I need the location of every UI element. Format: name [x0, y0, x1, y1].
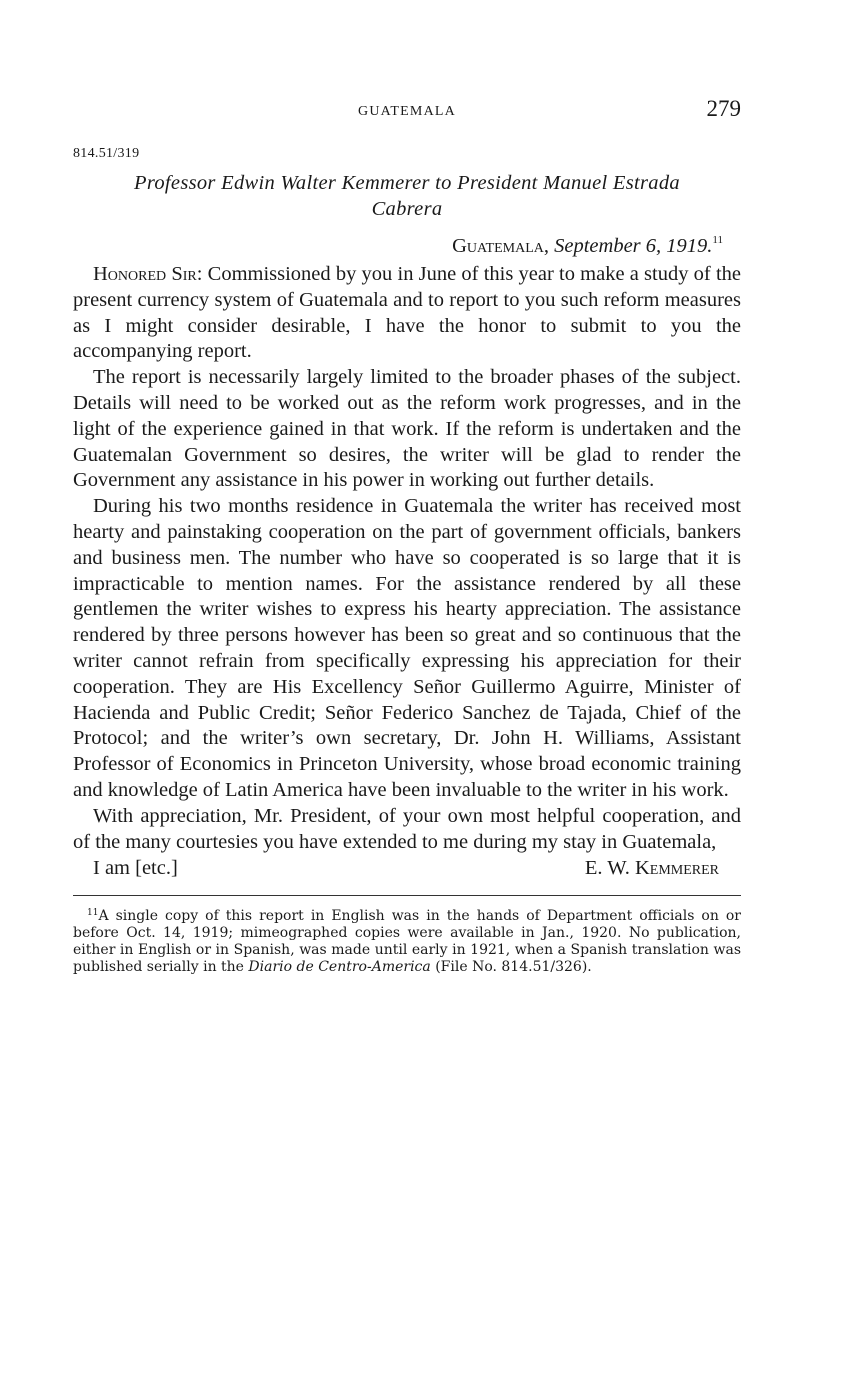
- footnote-rule: [73, 895, 741, 896]
- footnote-ref: 11: [87, 908, 99, 919]
- file-number: 814.51/319: [73, 146, 140, 161]
- closing: I am [etc.]: [93, 857, 178, 880]
- paragraph-2: The report is necessarily largely limited to the broader phases of the subject. Details will need to be worked out as the reform work progresses, and in the light of the experience gained in that work. If the reform is undertaken and the Guatemalan Government so desires, the writer will be glad to render the Government any assistance in his power in working out further details.: [73, 366, 741, 492]
- running-title: GUATEMALA: [358, 104, 456, 119]
- dateline-date: September 6, 1919.: [554, 235, 713, 257]
- document-title: [73, 170, 741, 222]
- footnote-text-main: A single copy of this report in English was in the hands of Department officials on or before Oct. 14, 1919; mimeographed copies were available in Jan., 1920. No publication, either in English or in Spanish, was made until early in 1921, when a Spanish translation was published serially in the: [73, 908, 741, 976]
- footnote-text-italic: Diario de Centro-America: [248, 959, 431, 976]
- document-title-line-1: Professor Edwin Walter Kemmerer to President Manuel Estrada: [134, 172, 680, 194]
- page-number: 279: [706, 96, 741, 121]
- document-title-line-2: Cabrera: [371, 198, 443, 220]
- paragraph-1: [73, 262, 741, 365]
- footnote: [73, 908, 741, 976]
- footnote-text-end: (File No. 814.51/326).: [435, 959, 592, 976]
- paragraph-3: During his two months residence in Guatemala the writer has received most hearty and painstaking cooperation on the part of government officials, bankers and business men. The number who have so cooperated is so large that it is impracticable to mention names. For the assistance rendered by all these gentlemen the writer wishes to express his hearty appreciation. The assistance rendered by three persons however has been so great and so continuous that the writer cannot refrain from specifically expressing his appreciation for their cooperation. They are His Excellency Señor Guillermo Aguirre, Minister of Hacienda and Public Credit; Señor Federico Sanchez de Tajada, Chief of the Protocol; and the writer’s own secretary, Dr. John H. Williams, Assistant Professor of Economics in Princeton University, whose broad economic training and knowledge of Latin America have been invaluable to the writer in his work.: [73, 495, 741, 801]
- running-head: [73, 96, 741, 132]
- dateline: [73, 233, 741, 259]
- signature: E. W. Kemmerer: [584, 857, 719, 880]
- dateline-place: Guatemala,: [452, 235, 549, 257]
- dateline-footnote-ref: 11: [712, 234, 723, 246]
- letter-body: [73, 262, 741, 855]
- salutation: Honored Sir:: [93, 263, 203, 285]
- paragraph-1-text: Commissioned by you in June of this year to make a study of the present currency system of Guatemala and to report to you such reform measures as I might consider desirable, I have the honor to submit to you the accompanying report.: [73, 263, 742, 363]
- paragraph-4: With appreciation, Mr. President, of your own most helpful cooperation, and of the many courtesies you have extended to me during my stay in Guatemala,: [73, 804, 741, 853]
- closing-line: [73, 855, 741, 881]
- document-page: [73, 96, 741, 976]
